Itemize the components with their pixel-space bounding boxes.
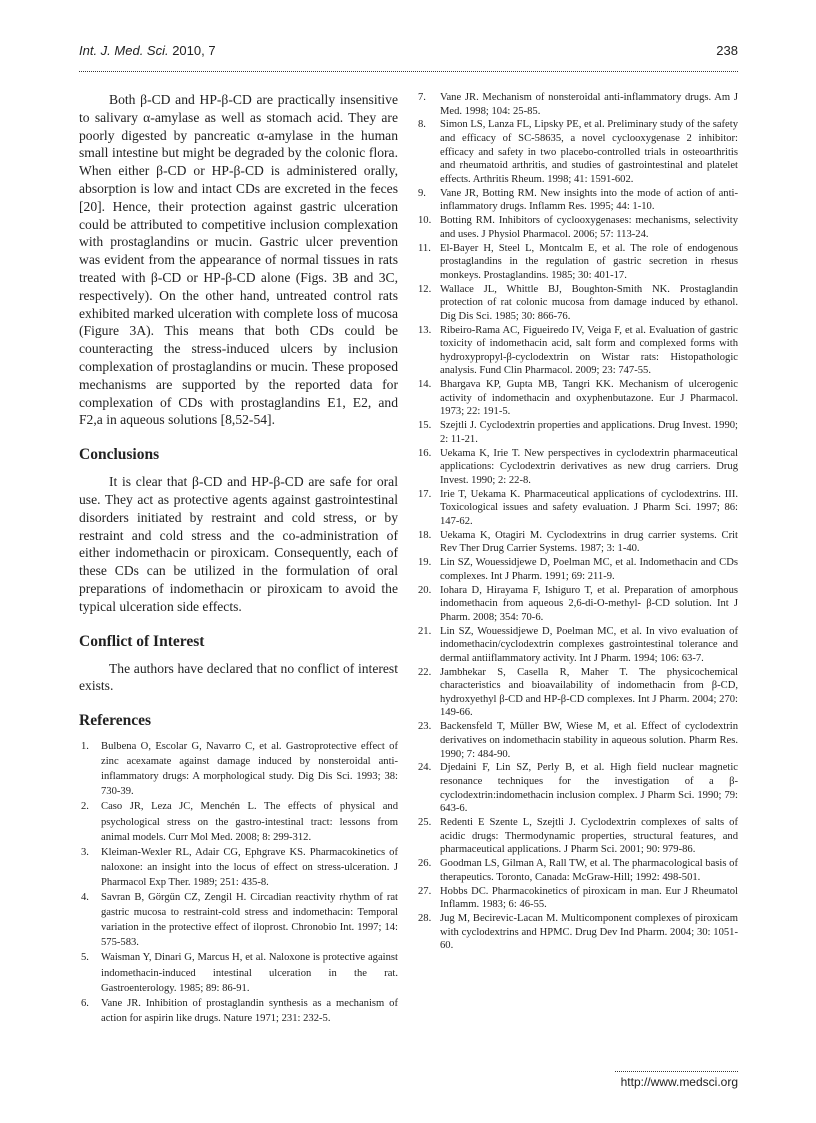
reference-number: 6. — [81, 997, 89, 1009]
reference-text: Hobbs DC. Pharmacokinetics of piroxicam in man. Eur J Rheumatol Inflamm. 1983; 6: 46-55. — [440, 885, 738, 911]
discussion-paragraph: Both β-CD and HP-β-CD are practically insensitive to salivary α-amylase as well as stomach acid. They are poorly digested by pancreatic α-amylase in the human small intestine but might be degraded by the colonic flora. When either β-CD or HP-β-CD is administered orally, absorption is low and intact CDs are excreted in the feces [20]. Hence, their protection against gastric ulceration could be attributed to competitive inclusion complexation with prostaglandins or mucin. Gastric ulcer prevention was evident from the appearance of normal tissues in rats treated with β-CD or HP-β-CD alone (Figs. 3B and 3C, respectively). On the other hand, untreated control rats exhibited marked ulceration with complete loss of mucosa (Figure 3A). This means that both CDs could be counteracting the stress-induced ulcers by inclusion complexation of prostaglandins or mucin. These proposed mechanisms are supported by the reported data for complexation of CDs with prostaglandins E1, E2, and F2,a in aqueous solutions [8,52-54]. — [79, 92, 398, 428]
reference-number: 1. — [81, 741, 89, 753]
reference-number: 16. — [418, 447, 432, 459]
reference-text: Vane JR. Inhibition of prostaglandin synthesis as a mechanism of action for aspirin like drugs. Nature 1971; 231: 232-5. — [101, 997, 398, 1024]
page-number: 238 — [716, 43, 738, 58]
reference-number: 7. — [418, 92, 426, 103]
reference-number: 28. — [418, 913, 432, 925]
conclusions-paragraph: It is clear that β-CD and HP-β-CD are safe for oral use. They act as protective agents against gastrointestinal disorders initiated by restraint and cold stress, or by restraint and cold stress and the co-administration of either indomethacin or piroxicam. Consequently, each of these CDs can be utilized in the formulation of oral preparations of indomethacin or piroxicam to avoid the typical ulceration side effects. — [79, 474, 398, 614]
reference-item — [418, 912, 738, 953]
journal-name: Int. J. Med. Sci. — [79, 43, 169, 58]
reference-text: Lin SZ, Wouessidjewe D, Poelman MC, et al. Indomethacin and CDs complexes. Int J Pharm. 1991; 69: 211-9. — [440, 557, 738, 582]
reference-item — [418, 857, 738, 884]
reference-number: 19. — [418, 557, 432, 569]
reference-number: 8. — [418, 119, 426, 131]
reference-text: Szejtli J. Cyclodextrin properties and applications. Drug Invest. 1990; 2: 11-21. — [440, 420, 738, 445]
reference-number: 21. — [418, 625, 432, 637]
left-column — [79, 91, 398, 1026]
reference-text: Iohara D, Hirayama F, Ishiguro T, et al. Preparation of amorphous indomethacin from aqueous 2,6-di-O-methyl- β-CD solution. Int J Pharm. 2008; 354: 70-6. — [440, 584, 738, 623]
journal-year-volume: 2010, 7 — [168, 43, 216, 58]
reference-text: Kleiman-Wexler RL, Adair CG, Ephgrave KS. Pharmacokinetics of naloxone: an insight into the locus of effect on stress-ulceration. J Pharmacol Exp Ther. 1989; 251: 435-8. — [101, 846, 398, 888]
reference-item — [418, 666, 738, 720]
reference-number: 23. — [418, 721, 432, 733]
reference-text: Savran B, Görgün CZ, Zengil H. Circadian reactivity rhythm of rat gastric mucosa to restraint-cold stress and indomethacin: Temporal variation in the protective effect of iloprost. Chronobio Int. 1997; 14: 575-583. — [101, 892, 398, 949]
reference-number: 2. — [81, 801, 89, 813]
references-heading: References — [79, 712, 152, 730]
reference-number: 12. — [418, 283, 432, 295]
reference-item — [418, 118, 738, 186]
conclusions-heading: Conclusions — [79, 446, 160, 464]
reference-number: 25. — [418, 817, 432, 829]
reference-text: Uekama K, Otagiri M. Cyclodextrins in drug carrier systems. Crit Rev Ther Drug Carrier Systems. 1987; 3: 1-40. — [440, 529, 738, 555]
conflict-heading: Conflict of Interest — [79, 632, 205, 650]
reference-item — [418, 91, 738, 118]
reference-item — [418, 556, 738, 583]
reference-number: 9. — [418, 187, 426, 199]
reference-item — [418, 378, 738, 419]
reference-text: Vane JR, Botting RM. New insights into the mode of action of anti-inflammatory drugs. Inflamm Res. 1995; 44: 1-10. — [440, 187, 738, 213]
footer-divider — [615, 1071, 738, 1072]
reference-text: Bulbena O, Escolar G, Navarro C, et al. Gastroprotective effect of zinc acexamate against damage induced by nonsteroidal anti-inflammatory drugs: A morphological study. Dig Dis Sci. 1993; 38: 730-39. — [101, 741, 398, 798]
reference-number: 20. — [418, 584, 432, 596]
header-divider — [79, 71, 738, 72]
reference-text: Jug M, Becirevic-Lacan M. Multicomponent complexes of piroxicam with cyclodextrins and HPMC. Drug Dev Ind Pharm. 2004; 30: 1051-60. — [440, 913, 738, 952]
reference-item — [418, 885, 738, 912]
reference-item — [418, 187, 738, 214]
reference-item — [79, 799, 398, 844]
reference-text: Vane JR. Mechanism of nonsteroidal anti-inflammatory drugs. Am J Med. 1998; 104: 25-85. — [440, 92, 738, 117]
reference-number: 18. — [418, 529, 432, 541]
reference-number: 5. — [81, 952, 89, 964]
right-column — [418, 91, 738, 953]
reference-item — [418, 816, 738, 857]
reference-list-right — [418, 91, 738, 953]
reference-item — [418, 419, 738, 446]
reference-item — [79, 739, 398, 799]
reference-item — [418, 761, 738, 815]
reference-text: Djedaini F, Lin SZ, Perly B, et al. High field nuclear magnetic resonance techniques for the investigation of a β-cyclodextrin:indomethacin inclusion complex. J Pharm Sci. 1990; 79: 643-6. — [440, 762, 738, 815]
reference-text: Bhargava KP, Gupta MB, Tangri KK. Mechanism of ulcerogenic activity of indomethacin and oxyphenbutazone. Eur J Pharmacol. 1973; 22: 191-5. — [440, 379, 738, 418]
reference-item — [418, 447, 738, 488]
reference-item — [418, 584, 738, 625]
reference-number: 15. — [418, 420, 432, 432]
reference-number: 10. — [418, 215, 432, 227]
reference-item — [418, 529, 738, 556]
reference-number: 11. — [418, 242, 431, 254]
reference-item — [418, 214, 738, 241]
reference-number: 17. — [418, 488, 432, 500]
reference-number: 27. — [418, 885, 432, 897]
reference-number: 22. — [418, 666, 432, 678]
reference-item — [79, 890, 398, 950]
reference-number: 14. — [418, 379, 432, 391]
reference-item — [418, 625, 738, 666]
reference-text: Irie T, Uekama K. Pharmaceutical applications of cyclodextrins. III. Toxicological issues and safety evaluation. J Pharm Sci. 1997; 86: 147-62. — [440, 488, 738, 527]
reference-item — [418, 242, 738, 283]
reference-text: Caso JR, Leza JC, Menchén L. The effects of physical and psychological stress on the gastro-intestinal tract: lessons from animal models. Curr Mol Med. 2008; 8: 299-312. — [101, 801, 398, 843]
reference-text: Goodman LS, Gilman A, Rall TW, et al. The pharmacological basis of therapeutics. Toronto, Canada: McGraw-Hill; 1992: 498-501. — [440, 858, 738, 883]
reference-item — [79, 950, 398, 995]
reference-number: 4. — [81, 892, 89, 904]
reference-number: 13. — [418, 324, 432, 336]
reference-item — [418, 488, 738, 529]
reference-number: 26. — [418, 858, 432, 870]
reference-item — [418, 324, 738, 378]
reference-text: Wallace JL, Whittle BJ, Boughton-Smith NK. Prostaglandin protection of rat colonic mucosa from damage induced by ethanol. Dig Dis Sci. 1985; 30: 866-76. — [440, 283, 738, 322]
reference-number: 24. — [418, 762, 432, 774]
journal-url[interactable]: http://www.medsci.org — [620, 1075, 738, 1089]
reference-text: Backensfeld T, Müller BW, Wiese M, et al. Effect of cyclodextrin derivatives on indomethacin stability in aqueous solution. Pharm Res. 1990; 7: 484-90. — [440, 721, 738, 760]
reference-item — [418, 283, 738, 324]
reference-text: Simon LS, Lanza FL, Lipsky PE, et al. Preliminary study of the safety and efficacy of SC-58635, a novel cyclooxygenase 2 inhibitor: efficacy and safety in two placebo-controlled trials in osteoarthritis and rheumatoid arthritis, and studies of gastrointestinal and platelet effects. Arthritis Rheum. 1998; 41: 1591-602. — [440, 119, 738, 185]
reference-item — [79, 996, 398, 1026]
reference-text: El-Bayer H, Steel L, Montcalm E, et al. The role of endogenous prostaglandins in the regulation of gastric secretion in rhesus monkeys. Prostaglandins. 1985; 30: 401-17. — [440, 242, 738, 281]
reference-text: Botting RM. Inhibitors of cyclooxygenases: mechanisms, selectivity and uses. J Physiol Pharmacol. 2006; 57: 113-24. — [440, 215, 738, 240]
reference-text: Lin SZ, Wouessidjewe D, Poelman MC, et al. In vivo evaluation of indomethacin/cyclodextrin complexes gastrointestinal tolerance and dermal antiiflammatory activity. Int J Pharm. 1994; 106: 63-7. — [440, 625, 738, 664]
journal-citation — [79, 43, 216, 58]
reference-text: Uekama K, Irie T. New perspectives in cyclodextrin pharmaceutical applications: Cyclodextrin derivatives as new drug carriers. Drug Invest. 1990; 2: 22-8. — [440, 447, 738, 486]
reference-text: Waisman Y, Dinari G, Marcus H, et al. Naloxone is protective against indomethacin-induced intestinal ulceration in the rat. Gastroenterology. 1985; 89: 86-91. — [101, 952, 398, 994]
reference-item — [79, 845, 398, 890]
reference-number: 3. — [81, 846, 89, 858]
reference-list-left — [79, 739, 398, 1026]
reference-text: Jambhekar S, Casella R, Maher T. The physicochemical characteristics and bioavailability of indomethacin from β-CD, hydroxyethyl β-CD and HP-β-CD complexes. Int J Pharm. 2004; 270: 149-66. — [440, 666, 738, 719]
reference-text: Ribeiro-Rama AC, Figueiredo IV, Veiga F, et al. Evaluation of gastric toxicity of indomethacin acid, salt form and complexed forms with hydroxypropyl-β-cyclodextrin on Wistar rats: Histopathologic analysis. Fund Clin Pharmacol. 2009; 23: 747-55. — [440, 324, 738, 377]
reference-text: Redenti E Szente L, Szejtli J. Cyclodextrin complexes of salts of acidic drugs: Thermodynamic properties, structural features, and pharmaceutical applications. J Pharm Sci. 2001; 90: 979-86. — [440, 817, 738, 856]
reference-item — [418, 720, 738, 761]
conflict-paragraph: The authors have declared that no conflict of interest exists. — [79, 660, 398, 694]
